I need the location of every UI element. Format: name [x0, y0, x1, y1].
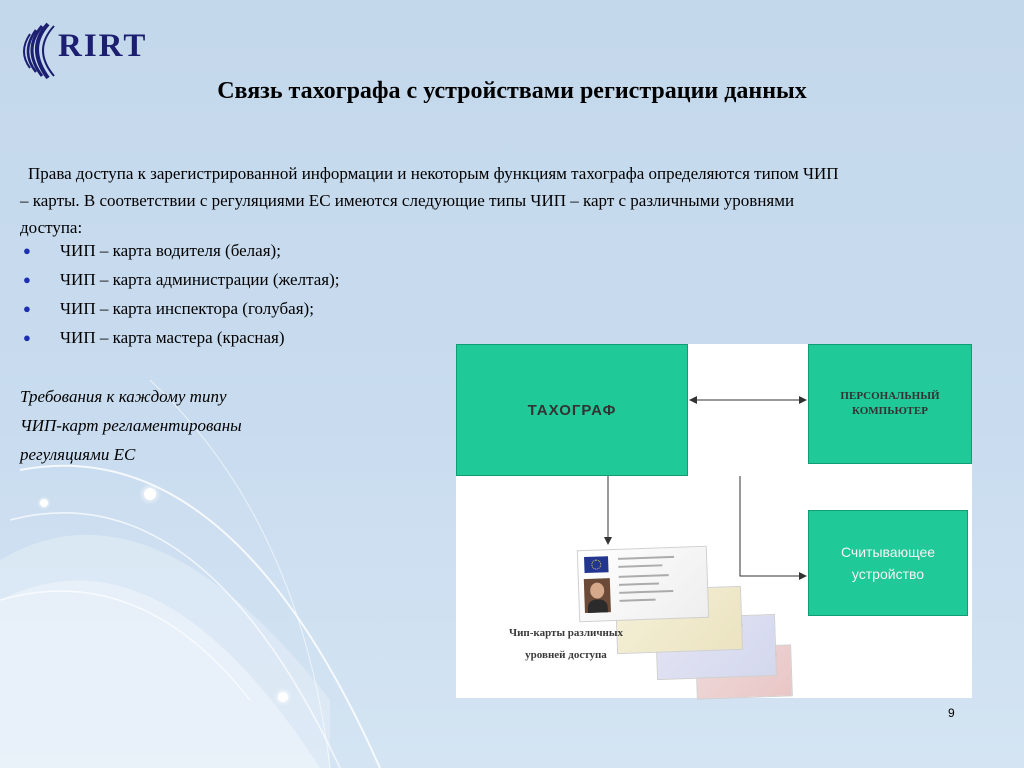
logo-text: RIRT: [58, 28, 148, 64]
chip-cards-caption: [496, 622, 636, 666]
note-line-2: ЧИП-карт регламентированы: [20, 416, 242, 435]
page-number: 9: [948, 706, 955, 720]
note-line-1: Требования к каждому типу: [20, 387, 227, 406]
bullet-icon: ●: [23, 301, 31, 316]
rirt-logo: [18, 18, 168, 84]
note-line-3: регуляциями ЕС: [20, 445, 136, 464]
reader-label-line-2: устройство: [851, 566, 925, 582]
chip-card-white-image: [577, 546, 709, 622]
reader-label: [841, 541, 935, 585]
cards-caption-line-2: уровней доступа: [525, 649, 607, 661]
connection-diagram: [456, 344, 972, 698]
intro-line-2: – карты. В соответствии с регуляциями ЕС имеются следующие типы ЧИП – карт с различными уровнями: [20, 191, 795, 210]
pc-label-line-1: ПЕРСОНАЛЬНЫЙ: [840, 390, 940, 402]
bullet-icon: ●: [23, 330, 31, 345]
intro-line-3: доступа:: [20, 218, 83, 237]
intro-line-1: Права доступа к зарегистрированной информации и некоторым функциям тахографа определяются типом ЧИП: [28, 164, 839, 183]
bullet-icon: ●: [23, 243, 31, 258]
bullet-icon: ●: [23, 272, 31, 287]
tachograph-box: [456, 344, 688, 476]
list-item-text: ЧИП – карта мастера (красная): [60, 328, 285, 347]
regulation-note: [20, 382, 350, 469]
intro-paragraph: [20, 160, 980, 241]
cards-caption-line-1: Чип-карты различных: [509, 627, 623, 639]
list-item-text: ЧИП – карта водителя (белая);: [60, 241, 281, 260]
reader-label-line-1: Считывающее: [840, 544, 936, 560]
slide-title: Связь тахографа с устройствами регистрации данных: [217, 78, 807, 104]
list-item-text: ЧИП – карта администрации (желтая);: [60, 270, 340, 289]
pc-label: [840, 389, 939, 419]
list-item-text: ЧИП – карта инспектора (голубая);: [60, 299, 314, 318]
personal-computer-box: [808, 344, 972, 464]
tachograph-label: ТАХОГРАФ: [527, 401, 617, 419]
card-reader-box: [808, 510, 968, 616]
pc-label-line-2: КОМПЬЮТЕР: [852, 405, 928, 417]
